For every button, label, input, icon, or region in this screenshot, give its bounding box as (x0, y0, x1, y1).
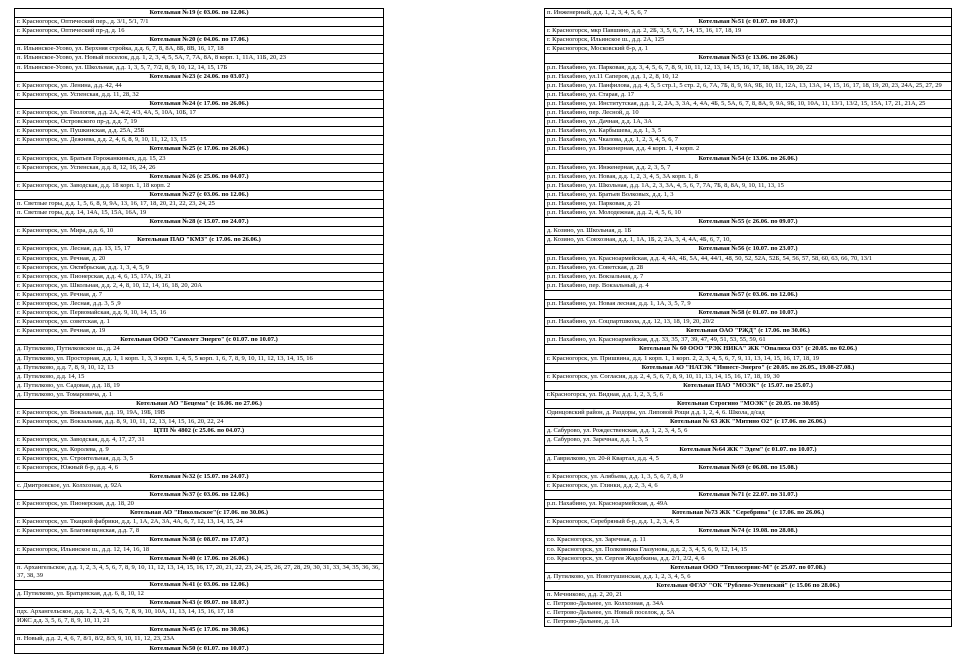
boiler-header-row: Котельная №32 (с 15.07. по 24.07.) (15, 473, 383, 482)
boiler-header-row: Котельная № 63 ЖК "Митино О2" (с 17.06. по 26.06.) (545, 418, 951, 427)
address-row: г. Красногорск, Ильинское ш., д.д. 2А, 125 (545, 36, 951, 45)
address-row: Одинцовский район, д. Раздоры, ул. Липовой Рощи д.д. 1, 2, 4, 6. Школа, д/сад (545, 409, 951, 418)
address-row: п. Архангельское, д.д. 1, 2, 3, 4, 5, 6, 7, 8, 9, 10, 11, 12, 13, 14, 15, 16, 17, 20, 21, 22, 23, 24, 25, 26, 27, 28, 29, 30, 31, 33, 34, 35, 36, 36, 37, 38, 39 (15, 564, 383, 581)
address-row: д. Путилково, ул. Садовая, д.д. 18, 19 (15, 382, 383, 391)
address-row: р.п. Нахабино, ул. Старая, д. 17 (545, 91, 951, 100)
address-row: г. Красногорск, ул. Ленина, д.д. 42, 44 (15, 82, 383, 91)
address-row: г. Красногорск, ул. Строительная, д.д. 3, 5 (15, 455, 383, 464)
address-row: р.п. Нахабино, ул. Институтская, д.д. 1, 2, 2А, 3, 3А, 4, 4А, 4Б, 5, 5А, 6, 7, 8, 8А, 9, 9А, 9Б, 10, 10А, 11, 13/1, 13/2, 15, 15А, 17, 21, 21А, 25 (545, 100, 951, 109)
boiler-header-row: Котельная ФГАУ "ОК "Рублево-Успенский" (с 15.06 по 28.06.) (545, 582, 951, 591)
address-row: г. Красногорск, ул. Октябрьская, д.д. 1, 3, 4, 5, 9 (15, 264, 383, 273)
address-row: р.п. Нахабино, ул. Новая лесная, д.д. 1, 1А, 3, 5, 7, 9 (545, 300, 951, 309)
address-row: г. Красногорск, Оптический пер., д. 3/1, 5/1, 7/1 (15, 18, 383, 27)
address-row: г.о. Красногорск, ул. Сергея Жадобкина, д.д. 2/1, 2/2, 4, 6 (545, 555, 951, 564)
address-row: р.п. Нахабино, ул. Красноармейская, д. 49А (545, 500, 951, 509)
address-row: г. Красногорск, Южный б-р, д.д. 4, 6 (15, 464, 383, 473)
address-row: р.п. Нахабино, ул. Братьев Волковых, д.д. 1, 3 (545, 191, 951, 200)
address-row: г. Красногорск, ул. Согласия, д.д. 2, 4, 5, 6, 7, 8, 9, 10, 11, 13, 14, 15, 16, 17, 18, 19, 30 (545, 373, 951, 382)
boiler-header-row: Котельная №71 (с 22.07. по 31.07.) (545, 491, 951, 500)
address-row: г. Красногорск, ул. Пионерская, д.д. 4, 6, 15, 17А, 19, 21 (15, 273, 383, 282)
address-row: г. Красногорск, ул. Успенская, д.д. 11, 28, 32 (15, 91, 383, 100)
address-row: д. Путилково, ул. Томаровича, д. 1 (15, 391, 383, 400)
address-row: с. Петрово-Дальнее, ул. Новый поселок, д. 5А (545, 609, 951, 618)
boiler-header-row: ЦТП № 4802 (с 25.06. по 04.07.) (15, 427, 383, 436)
address-row: д. Путилково, ул. Братцевская, д.д. 6, 8, 10, 12 (15, 590, 383, 599)
address-row: г.о. Красногорск, ул. Заречная, д. 11 (545, 536, 951, 545)
address-row: г. Красногорск, ул. Пушкинская, д.д. 25А, 25Б (15, 127, 383, 136)
address-row: д. Сабурово, ул. Заречная, д.д. 1, 3, 5 (545, 436, 951, 445)
address-row: р.п. Нахабино, ул. Парковая, д.д. 3, 4, 5, 6, 7, 8, 9, 10, 11, 12, 13, 14, 15, 16, 17, 18, 18А, 19, 20, 22 (545, 64, 951, 73)
address-row: п. Ильинское-Усово, ул. Верхняя стройка, д.д. 6, 7, 8, 8А, 8Б, 8В, 16, 17, 18 (15, 45, 383, 54)
address-row: г. Красногорск, ул. Речная, д. 20 (15, 255, 383, 264)
address-row: г. Красногорск, ул. Лесная, д.д. 13, 15, 17 (15, 245, 383, 254)
address-row: р.п. Нахабино, ул. Дачная, д.д. 1А, 3А (545, 118, 951, 127)
address-row: п. Светлые горы, д.д. 14, 14А, 15, 15А, 16А, 19 (15, 209, 383, 218)
boiler-header-row: Котельная №23 (с 24.06. по 03.07.) (15, 73, 383, 82)
address-row: г. Красногорск, ул. Мира, д.д. 6, 10 (15, 227, 383, 236)
boiler-header-row: Котельная ООО "Теплосервис-М" (с 25.07. по 07.08.) (545, 564, 951, 573)
address-row: ИЖС д.д. 3, 5, 6, 7, 8, 9, 10, 11, 21 (15, 617, 383, 626)
right-address-table (544, 8, 952, 627)
boiler-header-row: Котельная Строгино "МОЭК" (с 20.05. по 30.05) (545, 400, 951, 409)
address-row: р.п. Нахабино, ул. Вокзальная, д. 7 (545, 273, 951, 282)
address-row: д. Путилково, ул. Новотушинская, д.д. 1, 2, 3, 4, 5, 6 (545, 573, 951, 582)
address-row: д. Путилково, ул. Просторная, д.д. 1, 1 корп. 1, 3, 3 корп. 1, 4, 5, 5 корп. 1, 6, 7, 8, 9, 10, 11, 12, 13, 14, 15, 16 (15, 355, 383, 364)
boiler-header-row: Котельная №19 (с 03.06. по 12.06.) (15, 9, 383, 18)
address-row: р.п. Нахабино, ул. Инженерная, д.д. 2, 3, 5, 7 (545, 164, 951, 173)
address-row: р.п. Нахабино, ул.11 Саперов, д.д. 1, 2, 8, 10, 12 (545, 73, 951, 82)
address-row: р.п. Нахабино, ул. Инженерная, д.д. 4 корп. 1, 4 корп. 2 (545, 145, 951, 154)
address-row: д. Козино, ул. Совхозная, д.д. 1, 1А, 1Б, 2, 2А, 3, 4, 4А, 4Б, 6, 7, 10, (545, 236, 951, 245)
boiler-header-row: Котельная № 60 ООО "РЭК НИКА" ЖК "Опалиха О3" (с 20.05. по 02.06.) (545, 345, 951, 354)
boiler-header-row: Котельная №56 (с 10.07. по 23.07.) (545, 245, 951, 254)
address-row: р.п. Нахабино, ул. Новая, д.д. 1, 2, 3, 4, 5, 3А корп. 1, 8 (545, 173, 951, 182)
address-row: р.п. Нахабино, ул. Советская, д. 28 (545, 264, 951, 273)
address-row: р.п. Нахабино, ул. Красноармейская, д.д. 4, 4А, 4Б, 5А, 44, 44/1, 48, 50, 52, 52А, 52Б, 54, 56, 57, 58, 60, 63, 66, 70, 13/1 (545, 255, 951, 264)
address-row: р.п. Нахабино, ул. Школьная, д.д. 1А, 2, 3, 3А, 4, 5, 6, 7, 7А, 7Б, 8, 8А, 9, 10, 11, 13, 15 (545, 182, 951, 191)
address-row: р.п. Нахабино, ул. Молодежная, д.д. 2, 4, 5, 6, 10 (545, 209, 951, 218)
address-row: г. Красногорск, ул. советская, д. 1 (15, 318, 383, 327)
address-row: г. Красногорск, Серебряный б-р, д.д. 1, 2, 3, 4, 5 (545, 518, 951, 527)
boiler-header-row: Котельная №27 (с 03.06. по 12.06.) (15, 191, 383, 200)
boiler-header-row: Котельная №37 (с 03.06. по 12.06.) (15, 491, 383, 500)
address-row: г. Красногорск, ул. Речная, д. 7 (15, 291, 383, 300)
address-row: г.о. Красногорск, ул. Полковника Глазунова, д.д. 2, 3, 4, 5, 6, 9, 12, 14, 15 (545, 546, 951, 555)
address-row: г. Красногорск, ул. Королева, д. 9 (15, 446, 383, 455)
address-row: г. Красногорск, ул. Дежнева, д.д. 2, 4, 6, 8, 9, 10, 11, 12, 13, 15 (15, 136, 383, 145)
boiler-header-row: Котельная №73 ЖК "Серебряна" (с 17.06. по 26.06.) (545, 509, 951, 518)
address-row: с. Дмитровское, ул. Колхозная, д. 92А (15, 482, 383, 491)
address-row: п. Инженерный, д.д. 1, 2, 3, 4, 5, 6, 7 (545, 9, 951, 18)
address-row: р.п. Нахабино, ул. Красноармейская, д.д. 33, 35, 37, 39, 47, 49, 51, 53, 55, 59, 61 (545, 336, 951, 345)
address-row: р.п. Нахабино, ул. Соцпартшкола, д.д. 12, 13, 18, 19, 20, 20/2 (545, 318, 951, 327)
address-row: р.п. Нахабино, ул. Панфилова, д.д. 4, 5, 5 стр.1, 5 стр. 2, 6, 7А, 7Б, 8, 9, 9А, 9Б, 10, 11, 12А, 13, 13А, 14, 15, 16, 17, 18, 19, 20, 23, 24А, 25, 27, 29 (545, 82, 951, 91)
boiler-header-row: Котельная №51 (с 01.07. по 10.07.) (545, 18, 951, 27)
address-row: г. Красногорск, ул. Благовещенская, д.д. 7, 8 (15, 527, 383, 536)
boiler-header-row: Котельная №45 (с 17.06. по 30.06.) (15, 626, 383, 635)
address-row: г. Красногорск, ул. Пришвина, д.д. 1 корп. 1, 1 корп. 2, 2, 3, 4, 5, 6, 7, 9, 11, 13, 14, 15, 16, 17, 18, 19 (545, 355, 951, 364)
boiler-header-row: Котельная №25 (с 17.06. по 26.06.) (15, 145, 383, 154)
boiler-header-row: Котельная №24 (с 17.06. по 26.06.) (15, 100, 383, 109)
address-row: г. Красногорск, Островского пр-д, д.д. 7, 19 (15, 118, 383, 127)
address-row: р.п. Нахабино, ул. Парковая, д. 21 (545, 200, 951, 209)
boiler-header-row: Котельная ОАО "РЖД" (с 17.06. по 30.06.) (545, 327, 951, 336)
boiler-header-row: Котельная №26 (с 25.06. по 04.07.) (15, 173, 383, 182)
address-row: г. Красногорск, мкр Павшино, д.д. 2, 2Б, 3, 5, 6, 7, 14, 15, 16, 17, 18, 19 (545, 27, 951, 36)
address-row: г. Красногорск, Московский б-р, д. 1 (545, 45, 951, 54)
boiler-header-row: Котельная №20 (с 04.06. по 17.06.) (15, 36, 383, 45)
boiler-header-row: Котельная ПАО "КМЗ" (с 17.06. по 26.06.) (15, 236, 383, 245)
address-row: п. Ильинское-Усово, ул. Новый поселок, д.д. 1, 2, 3, 4, 5, 5А, 7, 7А, 8А, 8 корп. 1, 11А, 11Б, 20, 23 (15, 54, 383, 63)
address-row: г. Красногорск, ул. Братьев Горожанкиных, д.д. 15, 23 (15, 155, 383, 164)
address-row: пдх. Архангельское, д.д. 1, 2, 3, 4, 5, 6, 7, 8, 9, 10, 10А, 11, 13, 14, 15, 16, 17, 18 (15, 608, 383, 617)
boiler-header-row: Котельная №54 (с 13.06. по 26.06.) (545, 155, 951, 164)
boiler-header-row: Котельная №38 (с 08.07. по 17.07.) (15, 536, 383, 545)
boiler-header-row: Котельная №57 (с 03.06. по 12.06.) (545, 291, 951, 300)
address-row: п. Ильинское-Усово, ул. Школьная, д.д. 1, 3, 5, 7, 7/2, 8, 9, 10, 12, 14, 15, 17Б (15, 64, 383, 73)
address-row: п. Светлые горы, д.д. 1, 5, 6, 8, 9, 9А, 13, 16, 17, 18, 20, 21, 22, 23, 24, 25 (15, 200, 383, 209)
boiler-header-row: Котельная №40 (с 17.06. по 26.06.) (15, 555, 383, 564)
address-row: г.Красногорск, ул. Видная, д.д. 1, 2, 3, 5, 6 (545, 391, 951, 400)
boiler-header-row: Котельная №69 (с 06.08. по 15.08.) (545, 464, 951, 473)
address-row: г. Красногорск, ул. Геологов, д.д. 2А, 4/2, 4/3, 4А, 5, 10А, 10Б, 17 (15, 109, 383, 118)
address-row: р.п. Нахабино, пер. Вокзальный, д. 4 (545, 282, 951, 291)
address-row: п. Новый, д.д. 2, 4, 6, 7, 8/1, 8/2, 8/3, 9, 10, 11, 12, 23, 23А (15, 635, 383, 644)
address-row: р.п. Нахабино, ул. Карбышева, д.д. 1, 3, 5 (545, 127, 951, 136)
address-row: г. Красногорск, ул. Пионерская, д.д. 18, 20 (15, 500, 383, 509)
address-row: д. Сабурово, ул. Рождественская, д.д. 1, 2, 3, 4, 5, 6 (545, 427, 951, 436)
address-row: г. Красногорск, ул. Алябьева, д.д. 1, 3, 5, 6, 7, 8, 9 (545, 473, 951, 482)
boiler-header-row: Котельная №64 ЖК " Эдем" (с 01.07. по 10.07.) (545, 446, 951, 455)
address-row: г. Красногорск, ул. Лесная, д.д. 3, 5 ,9 (15, 300, 383, 309)
address-row: г. Красногорск, ул. Глинки, д.д. 2, 3, 4, 6 (545, 482, 951, 491)
address-row: д. Путилково, д.д. 14, 15 (15, 373, 383, 382)
boiler-header-row: Котельная ПАО "МОЭК" (с 15.07. по 25.07.) (545, 382, 951, 391)
boiler-header-row: Котельная №50 (с 01.07. по 10.07.) (149, 644, 249, 652)
boiler-header-row: Котельная №55 (с 26.06. по 09.07.) (545, 218, 951, 227)
boiler-header-row: Котельная №43 (с 09.07. по 18.07.) (15, 599, 383, 608)
boiler-header-row: Котельная АО "Никольское"(с 17.06. по 30.06.) (15, 509, 383, 518)
boiler-header-row: Котельная №58 (с 01.07. по 10.07.) (545, 309, 951, 318)
address-row: г. Красногорск, ул. Вокзальная, д.д. 8, 9, 10, 11, 12, 13, 14, 15, 16, 20, 22, 24 (15, 418, 383, 427)
boiler-header-row: Котельная АО "НАТЭК "Инвест-Энерго" (с 20.05. по 26.05., 19.08-27.08.) (545, 364, 951, 373)
boiler-header-row: Котельная №41 (с 03.06. по 12.06.) (15, 581, 383, 590)
address-row: г. Красногорск, ул. Заводская, д.д. 4, 17, 27, 31 (15, 436, 383, 445)
address-row: д. Путилково, Путилковское ш., д. 24 (15, 345, 383, 354)
address-row: п. Мечниково, д.д. 2, 20, 21 (545, 591, 951, 600)
boiler-header-row: Котельная ООО "Самолет Энерго" (с 01.07. по 10.07.) (15, 336, 383, 345)
boiler-header-row: Котельная АО "Бецема" (с 16.06. по 27.06.) (15, 400, 383, 409)
boiler-header-row: Котельная №28 (с 15.07. по 24.07.) (15, 218, 383, 227)
address-row: р.п. Нахабино, ул. Чкалова, д.д. 1, 2, 3, 4, 5, 6, 7 (545, 136, 951, 145)
left-address-table (14, 8, 384, 654)
address-row: г. Красногорск, ул. Заводская, д.д. 18 корп. 1, 18 корп. 2 (15, 182, 383, 191)
address-row: г. Красногорск, ул. Речная, д. 19 (15, 327, 383, 336)
address-row: г. Красногорск, ул. Успенская, д.д. 8, 12, 16, 24, 26 (15, 164, 383, 173)
address-row: р.п. Нахабино, пер. Лесной, д. 10 (545, 109, 951, 118)
address-row: г. Красногорск, ул. Первомайская, д.д. 9, 10, 14, 15, 16 (15, 309, 383, 318)
address-row: г. Красногорск, ул. Вокзальная, д.д. 19, 19А, 19Б, 19В (15, 409, 383, 418)
address-row: г. Красногорск, Оптический пр-д, д. 16 (15, 27, 383, 36)
boiler-header-row: Котельная №53 (с 13.06. по 26.06.) (545, 54, 951, 63)
address-row: д. Путилково, д.д. 7, 8, 9, 10, 12, 13 (15, 364, 383, 373)
address-row: г. Красногорск, ул. Школьная, д.д. 2, 4, 8, 10, 12, 14, 16, 18, 20, 20А (15, 282, 383, 291)
address-row: д. Козино, ул. Школьная, д. 1Б (545, 227, 951, 236)
address-row: д. Гаврилково, ул. 20-й Квартал, д.д. 4, 5 (545, 455, 951, 464)
address-row: г. Красногорск, ул. Ткацкой фабрики, д.д. 1, 1А, 2А, 3А, 4А, 6, 7, 12, 13, 14, 15, 24 (15, 518, 383, 527)
address-row: с. Петрово-Дальнее, ул. Колхозная, д. 34А (545, 600, 951, 609)
address-row: г. Красногорск, Ильинское ш., д.д. 12, 14, 16, 18 (15, 546, 383, 555)
boiler-header-row: Котельная №74 (с 19.08. по 28.08.) (545, 527, 951, 536)
address-row: с. Петрово-Дальнее, д. 1А (547, 618, 620, 626)
